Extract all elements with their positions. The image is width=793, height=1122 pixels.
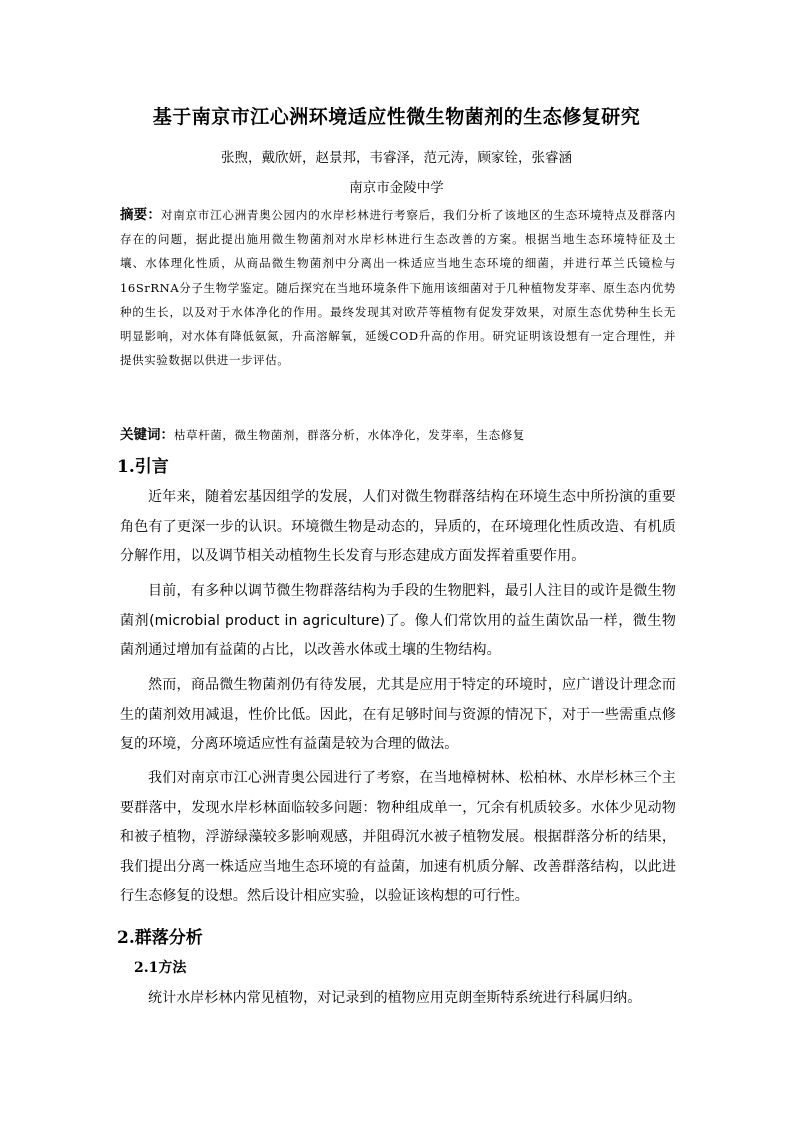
intro-paragraph-3: 然而，商品微生物菌剂仍有待发展，尤其是应用于特定的环境时，应广谱设计理念而生的菌剂效用减退，性价比低。因此，在有足够时间与资源的情况下，对于一些需重点修复的环境，分离环境适应性有益菌是较为合理的做法。 (120, 677, 676, 753)
abstract (120, 203, 676, 372)
affiliation: 南京市金陵中学 (349, 180, 444, 196)
method-paragraph-1: 统计水岸杉林内常见植物，对记录到的植物应用克朗奎斯特系统进行科属归纳。 (148, 990, 642, 1006)
paper-title: 基于南京市江心洲环境适应性微生物菌剂的生态修复研究 (152, 106, 641, 128)
intro-paragraph-1: 近年来，随着宏基因组学的发展，人们对微生物群落结构在环境生态中所扮演的重要角色有了更深一步的认识。环境微生物是动态的，异质的，在环境理化性质改造、有机质分解作用，以及调节相关动植物生长发育与形态建成方面发挥着重要作用。 (120, 489, 676, 565)
subsection-heading-method: 2.1方法 (134, 960, 187, 976)
keywords-text: 枯草杆菌，微生物菌剂，群落分析，水体净化，发芽率，生态修复 (174, 428, 525, 442)
abstract-text: 对南京市江心洲青奥公园内的水岸杉林进行考察后，我们分析了该地区的生态环境特点及群落内存在的问题，据此提出施用微生物菌剂对水岸杉林进行生态改善的方案。根据当地生态环境特征及土壤、水体理化性质，从商品微生物菌剂中分离出一株适应当地生态环境的细菌，并进行革兰氏镜检与16SrRNA分子生物学鉴定。随后探究在当地环境条件下施用该细菌对于几种植物发芽率、原生态内优势种的生长，以及对于水体净化的作用。最终发现其对欧芹等植物有促发芽效果，对原生态优势种生长无明显影响，对水体有降低氨氮，升高溶解氧，延缓COD升高的作用。研究证明该设想有一定合理性，并提供实验数据以供进一步评估。 (120, 208, 676, 368)
section-heading-community-analysis: 2.群落分析 (117, 928, 203, 948)
author-list: 张煦，戴欣妍，赵景邦，韦睿泽，范元涛，顾家铨，张睿涵 (221, 150, 572, 166)
keywords-label: 关键词： (120, 427, 174, 443)
section-heading-introduction: 1.引言 (117, 457, 169, 477)
intro-paragraph-4: 我们对南京市江心洲青奥公园进行了考察，在当地樟树林、松柏林、水岸杉林三个主要群落中，发现水岸杉林面临较多问题：物种组成单一，冗余有机质较多。水体少见动物和被子植物，浮游绿藻较多影响观感，并阻碍沉水被子植物发展。根据群落分析的结果，我们提出分离一株适应当地生态环境的有益菌，加速有机质分解、改善群落结构，以此进行生态修复的设想。然后设计相应实验，以验证该构想的可行性。 (120, 770, 676, 905)
keywords (120, 424, 676, 446)
intro-paragraph-2: 目前，有多种以调节微生物群落结构为手段的生物肥料，最引人注目的或许是微生物菌剂(microbial product in agriculture)了。像人们常饮用的益生菌饮品一样，微生物菌剂通过增加有益菌的占比，以改善水体或土壤的生物结构。 (120, 583, 676, 659)
abstract-label: 摘要： (120, 207, 161, 223)
